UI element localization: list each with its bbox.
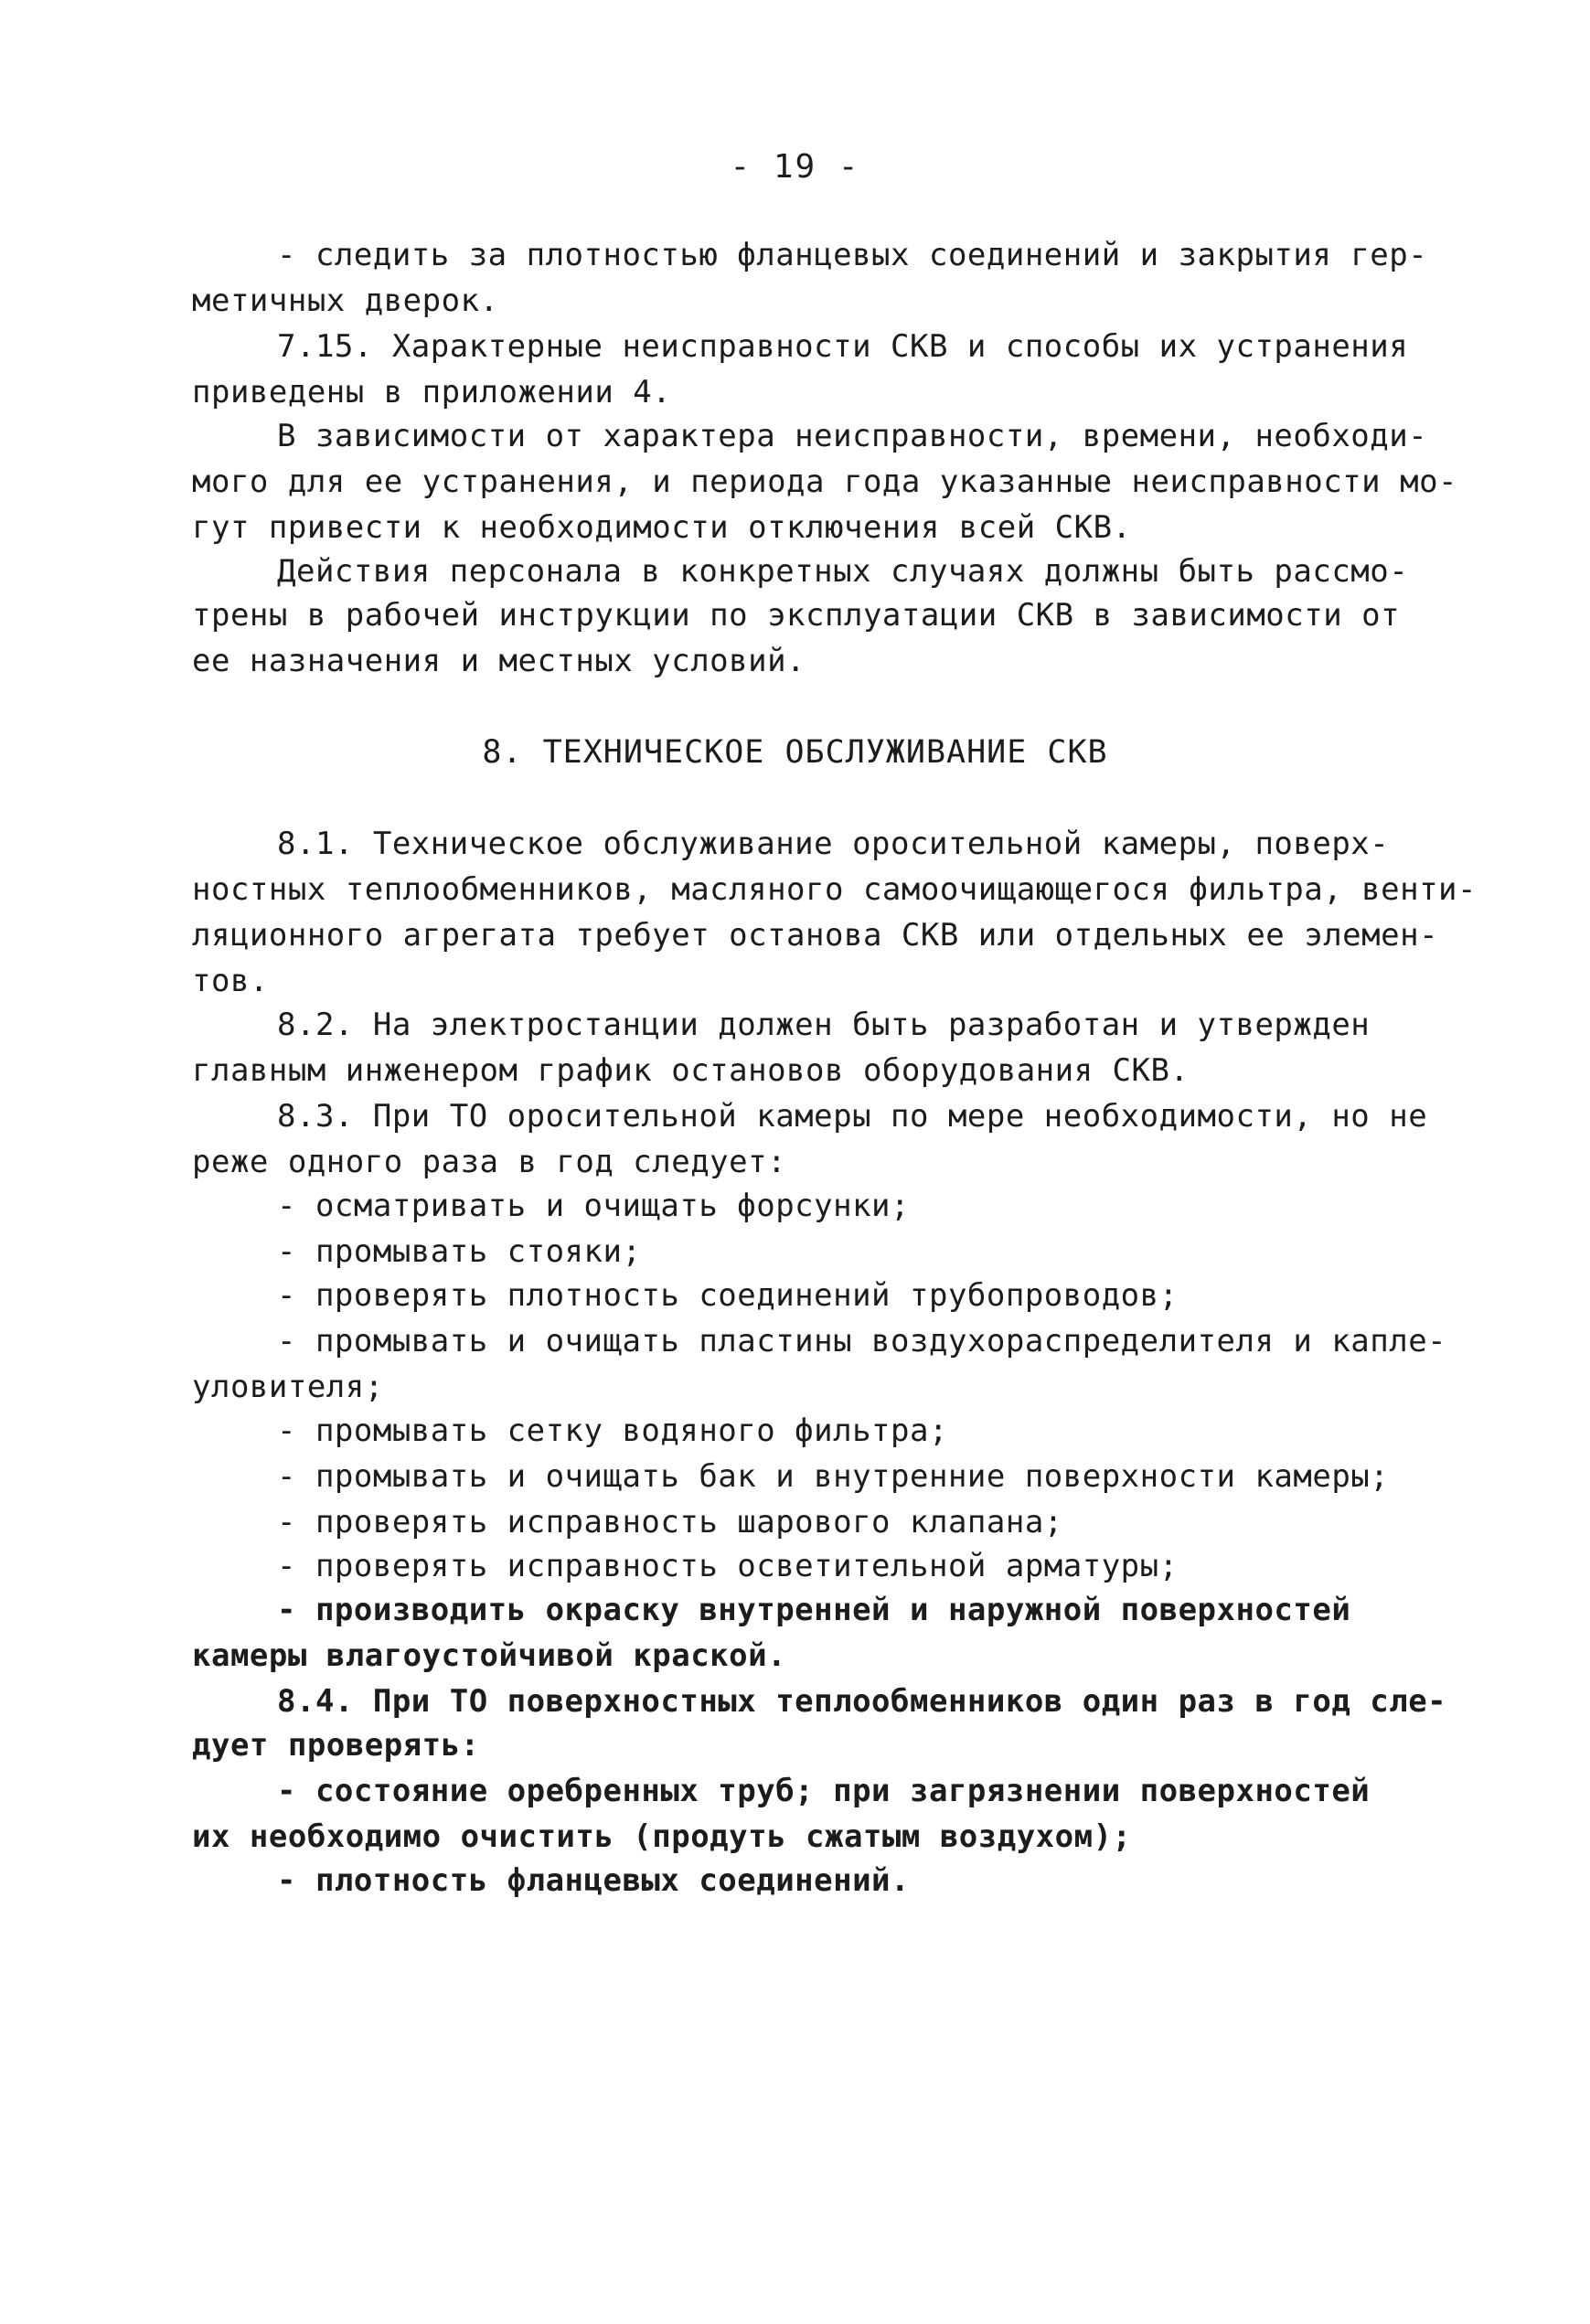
page-number: - 19 - [730, 148, 860, 186]
text-line: дует проверять: [192, 1727, 480, 1764]
text-line: 8.4. При ТО поверхностных теплообменников один раз в год сле- [277, 1683, 1447, 1720]
text-line: 8.1. Техническое обслуживание оросительной камеры, поверх- [277, 826, 1390, 862]
text-line: приведены в приложении 4. [192, 374, 672, 410]
text-line: - следить за плотностью фланцевых соединений и закрытия гер- [277, 237, 1428, 273]
section-heading: 8. ТЕХНИЧЕСКОЕ ОБСЛУЖИВАНИЕ СКВ [482, 734, 1108, 771]
text-line: Действия персонала в конкретных случаях должны быть рассмо- [277, 553, 1409, 590]
list-item: - промывать и очищать бак и внутренние поверхности камеры; [277, 1458, 1390, 1495]
text-line: мого для ее устранения, и периода года указанные неисправности мо- [192, 464, 1458, 500]
list-item: - плотность фланцевых соединений. [277, 1862, 911, 1899]
list-item: - промывать и очищать пластины воздухораспределителя и капле- [277, 1323, 1447, 1359]
text-line: 8.3. При ТО оросительной камеры по мере необходимости, но не [277, 1098, 1428, 1135]
list-item: - осматривать и очищать форсунки; [277, 1188, 911, 1224]
text-line: 7.15. Характерные неисправности СКВ и способы их устранения [277, 328, 1409, 365]
list-item: - проверять исправность осветительной арматуры; [277, 1548, 1179, 1584]
text-line: 8.2. На электростанции должен быть разработан и утвержден [277, 1007, 1371, 1043]
list-item: - производить окраску внутренней и наружной поверхностей [277, 1592, 1351, 1628]
list-item: уловителя; [192, 1369, 384, 1405]
list-item: - промывать сетку водяного фильтра; [277, 1413, 948, 1449]
list-item: - состояние оребренных труб; при загрязнении поверхностей [277, 1773, 1371, 1809]
text-line: трены в рабочей инструкции по эксплуатации СКВ в зависимости от [192, 597, 1401, 634]
list-item: их необходимо очистить (продуть сжатым воздухом); [192, 1818, 1132, 1855]
list-item: - промывать стояки; [277, 1233, 642, 1270]
text-line: реже одного раза в год следует: [192, 1144, 787, 1180]
list-item: камеры влагоустойчивой краской. [192, 1637, 787, 1674]
list-item: - проверять плотность соединений трубопроводов; [277, 1277, 1179, 1314]
text-line: гут привести к необходимости отключения всей СКВ. [192, 509, 1132, 546]
text-line: ностных теплообменников, масляного самоочищающегося фильтра, венти- [192, 871, 1477, 908]
text-line: В зависимости от характера неисправности, времени, необходи- [277, 418, 1428, 454]
text-line: метичных дверок. [192, 283, 499, 319]
text-line: главным инженером график остановов оборудования СКВ. [192, 1052, 1190, 1089]
text-line: тов. [192, 963, 269, 999]
list-item: - проверять исправность шарового клапана; [277, 1504, 1063, 1540]
text-line: ее назначения и местных условий. [192, 643, 806, 679]
text-line: ляционного агрегата требует останова СКВ или отдельных ее элемен- [192, 917, 1439, 954]
